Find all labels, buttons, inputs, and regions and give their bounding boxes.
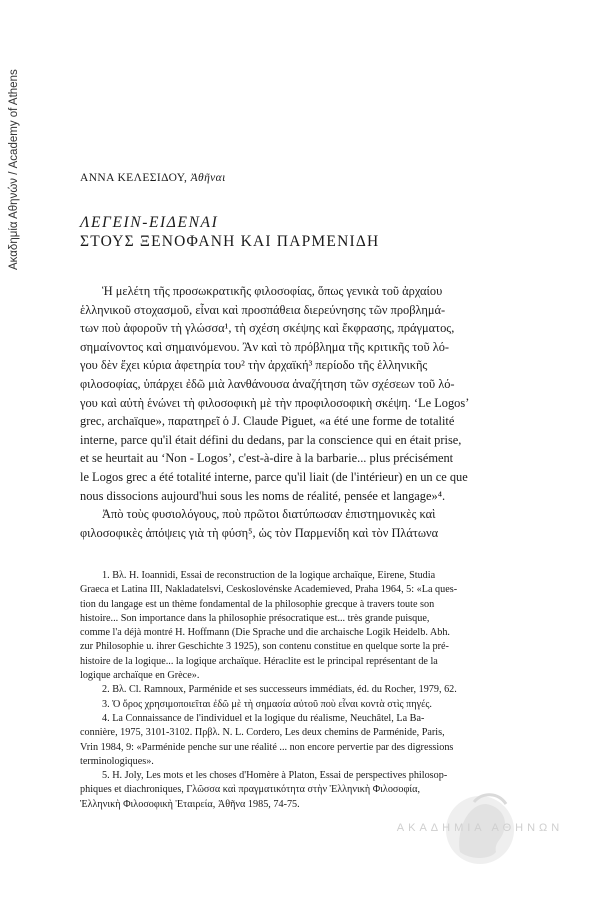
footnote-line: Vrin 1984, 9: «Parménide penche sur une réalité ... non encore pervertie par des digressions bbox=[80, 741, 454, 753]
athena-head-icon bbox=[390, 790, 570, 880]
body-line: ἑλληνικοῦ στοχασμοῦ, εἶναι καὶ προσπάθεια διερεύνησης τῶν προβλημά- bbox=[80, 302, 446, 317]
footnote-line: Graeca et Latina III, Nakladatelsvi, Ceskoslovénske Academieved, Praha 1964, 5: «La ques- bbox=[80, 584, 458, 596]
body-line: nous dissocions aujourd'hui sous les noms de réalité, pensée et langage»⁴. bbox=[80, 488, 446, 503]
footnote-line: 5. H. Joly, Les mots et les choses d'Homère à Platon, Essai de perspectives philosop- bbox=[102, 770, 448, 782]
author-location: Ἀθῆναι bbox=[190, 172, 226, 184]
footnote-line: comme l'a déjà montré H. Hoffmann (Die Sprache und die archaische Logik Heidelb. Abh. bbox=[80, 627, 450, 639]
footnote-line: 2. Βλ. Cl. Ramnoux, Parménide et ses successeurs immédiats, éd. du Rocher, 1979, 62. bbox=[102, 684, 457, 696]
body-line: γου δὲν ἔχει κύρια ἀφετηρία του² τὴν ἀρχαϊκή³ περίοδο τῆς ἑλληνικῆς bbox=[80, 358, 428, 373]
footnote-line: 4. La Connaissance de l'individuel et la logique du réalisme, Neuchâtel, La Ba- bbox=[102, 712, 425, 724]
body-line: Ἡ μελέτη τῆς προσωκρατικῆς φιλοσοφίας, ὅπως γενικὰ τοῦ ἀρχαίου bbox=[102, 284, 443, 298]
watermark-text: ΑΚΑΔΗΜΙΑ ΑΘΗΝΩΝ bbox=[396, 822, 564, 834]
footnote-line: histoire de la logique... la logique archaïque. Héraclite est le principal représentant de la bbox=[80, 655, 438, 667]
author-line bbox=[80, 172, 226, 184]
footnotes bbox=[80, 569, 540, 812]
footnote-line: Ἑλληνικὴ Φιλοσοφικὴ Ἑταιρεία, Ἀθῆνα 1985, 74-75. bbox=[80, 798, 300, 810]
body-line: σημαίνοντος καὶ σημαινόμενου. Ἂν καὶ τὸ πρόβλημα τῆς κριτικῆς τοῦ λό- bbox=[80, 339, 450, 354]
body-line: φιλοσοφίας, ὑπάρχει ἐδῶ μιὰ λανθάνουσα ἀναζήτηση τῶν σχέσεων τοῦ λό- bbox=[80, 376, 455, 391]
footnote-line: 1. Βλ. H. Ioannidi, Essai de reconstruction de la logique archaïque, Eirene, Studia bbox=[102, 570, 436, 581]
body-line: των ποὺ ἀφοροῦν τὴ γλώσσα¹, τὴ σχέση σκέψης καὶ ἔκφρασης, πράγματος, bbox=[80, 321, 455, 336]
footnote-line: terminologiques». bbox=[80, 755, 154, 767]
title-line-2: ΣΤΟΥΣ ΞΕΝΟΦΑΝΗ ΚΑΙ ΠΑΡΜΕΝΙΔΗ bbox=[80, 233, 380, 250]
footnote-line: zur Philosophie u. ihrer Geschichte 3 1925), son contenu constitue en quelque sorte la pré- bbox=[80, 641, 449, 653]
footnote-line: histoire... Son importance dans la philosophie présocratique est... très grande puisque, bbox=[80, 612, 430, 624]
body-text bbox=[80, 282, 540, 542]
author-name: ΑΝΝΑ ΚΕΛΕΣΙΔΟΥ, bbox=[80, 172, 188, 184]
body-line: φιλοσοφικὲς ἀπόψεις γιὰ τὴ φύση⁵, ὡς τὸν Παρμενίδη καὶ τὸν Πλάτωνα bbox=[80, 525, 439, 540]
body-line: grec, archaïque», παρατηρεῖ ὁ J. Claude Piguet, «a été une forme de totalité bbox=[80, 414, 455, 429]
body-line: interne, parce qu'il était défini du dedans, par la conscience qui en était prise, bbox=[80, 432, 462, 447]
title-line-1: ΛΕΓΕΙΝ-ΕΙΔΕΝΑΙ bbox=[80, 214, 219, 231]
footnote-line: connière, 1975, 3101-3102. Πρβλ. N. L. Cordero, Les deux chemins de Parménide, Paris, bbox=[80, 727, 445, 739]
footnote-line: tion du langage est un thème fondamental de la philosophie grecque à travers toute son bbox=[80, 598, 435, 610]
footnote-line: logique archaïque en Grèce». bbox=[80, 670, 200, 682]
academy-watermark bbox=[390, 790, 570, 880]
archive-side-label: Ακαδημία Αθηνών / Academy of Athens bbox=[8, 69, 20, 270]
body-line: le Logos grec a été totalité interne, parce qu'il liait (de l'intérieur) en un ce que bbox=[80, 469, 468, 484]
body-line: et se heurtait au ‘Non - Logos’, c'est-à-dire à la barbarie... plus précisément bbox=[80, 451, 454, 466]
body-line: γου καὶ αὐτὴ ἑνώνει τὴ φιλοσοφικὴ μὲ τὴν προφιλοσοφικὴ σκέψη. ‘Le Logos’ bbox=[80, 395, 470, 410]
body-line: Ἀπὸ τοὺς φυσιολόγους, ποὺ πρῶτοι διατύπωσαν ἐπιστημονικὲς καὶ bbox=[102, 507, 436, 522]
footnote-line: phiques et diachroniques, Γλῶσσα καὶ πραγματικότητα στὴν Ἑλληνικὴ Φιλοσοφία, bbox=[80, 784, 421, 796]
footnote-line: 3. Ὁ ὅρος χρησιμοποιεῖται ἐδῶ μὲ τὴ σημασία αὐτοῦ ποὺ εἶναι κοντὰ στὶς πηγές. bbox=[102, 698, 432, 710]
